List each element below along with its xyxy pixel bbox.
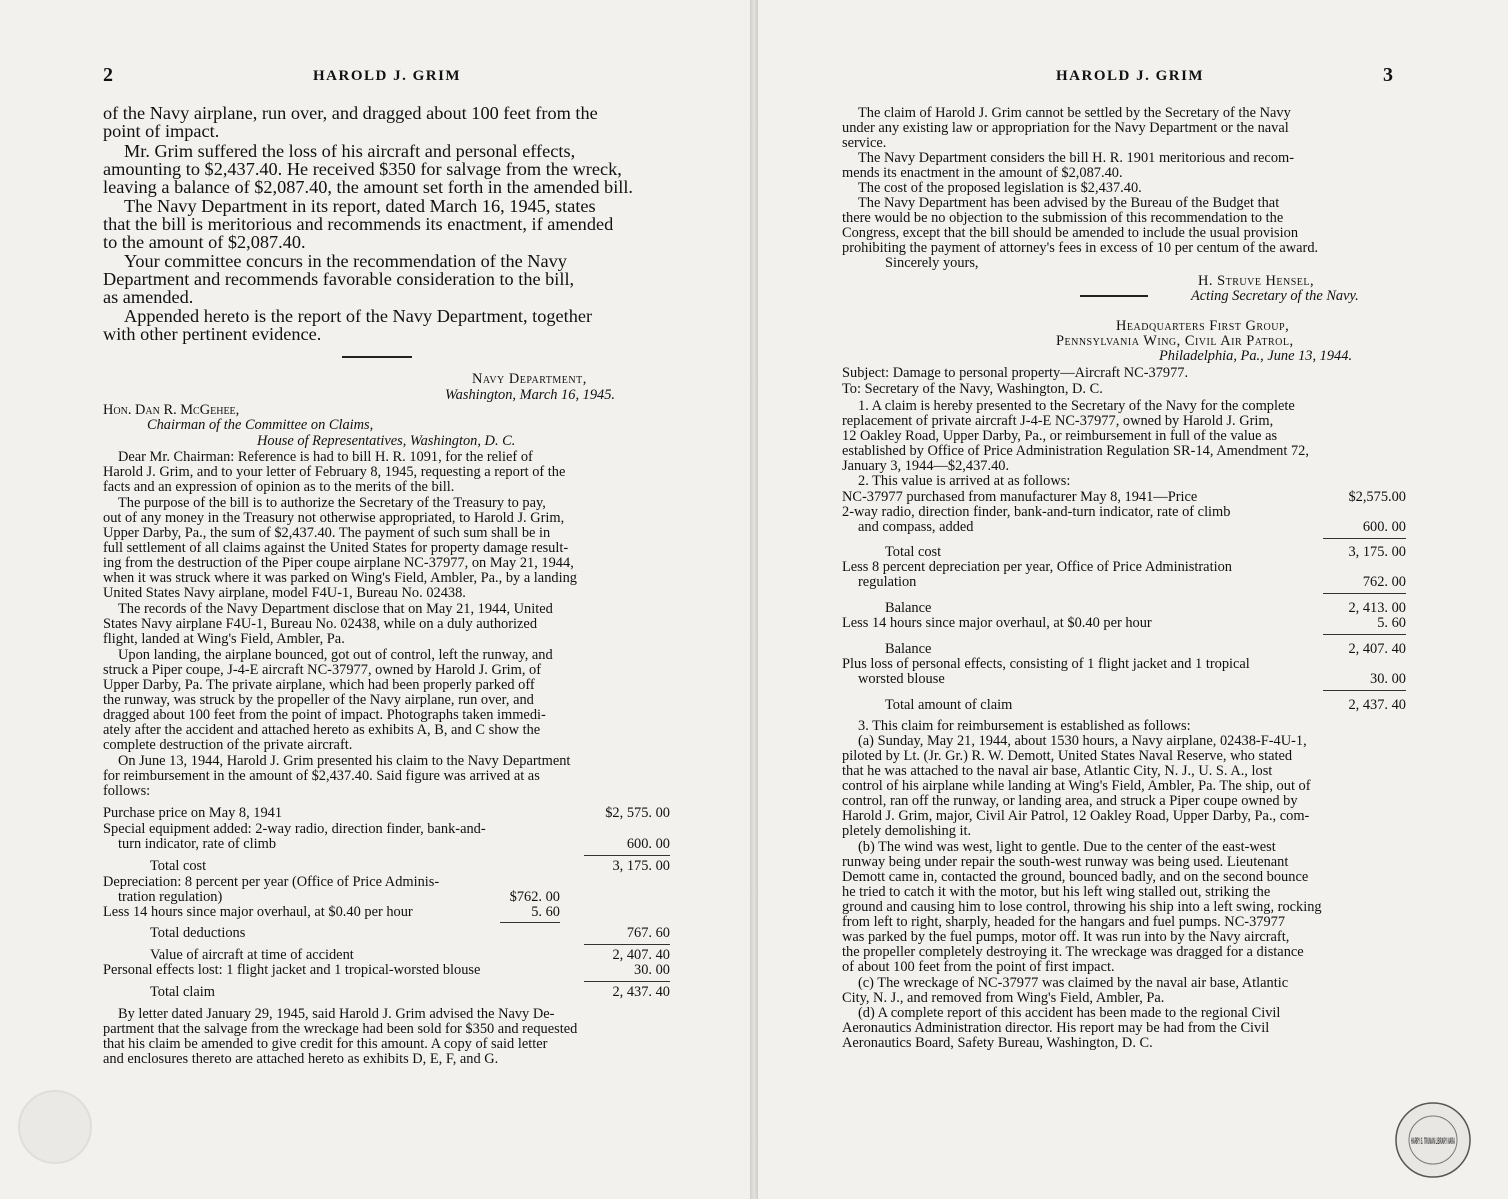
table-row-label: Less 14 hours since major overhaul, at $0.40 per hour: [842, 615, 1152, 631]
text-line: Subject: Damage to personal property—Aircraft NC-37977.: [842, 365, 1189, 381]
table-row-label: Value of aircraft at time of accident: [150, 947, 354, 963]
table-row-value: 30. 00: [634, 962, 670, 978]
text-line: United States Navy airplane, model F4U-1, Bureau No. 02438.: [103, 585, 466, 601]
table-row-value: 30. 00: [1370, 671, 1406, 687]
text-line: 3. This claim for reimbursement is established as follows:: [858, 718, 1191, 734]
text-line: flight, landed at Wing's Field, Ambler, Pa.: [103, 631, 345, 647]
table-row-value: $2,575.00: [1348, 489, 1406, 505]
sum-rule: [500, 922, 560, 923]
table-row-value: 767. 60: [626, 925, 670, 941]
text-line: dragged about 100 feet from the point of impact. Photographs taken immedi-: [103, 707, 546, 723]
table-row-value: 2, 437. 40: [1348, 697, 1406, 713]
text-line: Mr. Grim suffered the loss of his aircraft and personal effects,: [124, 141, 576, 161]
text-line: The Navy Department considers the bill H. R. 1901 meritorious and recom-: [858, 150, 1295, 166]
signature-name: H. Struve Hensel,: [1198, 273, 1315, 289]
table-row-value: 2, 413. 00: [1348, 600, 1406, 616]
text-line: Department and recommends favorable consideration to the bill,: [103, 269, 575, 289]
table-row-label: Personal effects lost: 1 flight jacket and 1 tropical-worsted blouse: [103, 962, 481, 978]
text-line: service.: [842, 135, 887, 151]
text-line: with other pertinent evidence.: [103, 324, 322, 344]
sum-rule: [584, 944, 670, 945]
text-line: ately after the accident and attached hereto as exhibits A, B, and C show the: [103, 722, 541, 738]
text-line: under any existing law or appropriation for the Navy Department or the naval: [842, 120, 1289, 136]
table-row-label: and compass, added: [858, 519, 974, 535]
text-line: By letter dated January 29, 1945, said Harold J. Grim advised the Navy De-: [118, 1006, 555, 1022]
table-row-value: 2, 407. 40: [1348, 641, 1406, 657]
text-line: that he was attached to the naval air base, Atlantic City, N. J., U. S. A., lost: [842, 763, 1273, 779]
table-row-value: 3, 175. 00: [612, 858, 670, 874]
divider: [342, 356, 412, 358]
table-row-label: Total cost: [885, 544, 942, 560]
table-row-value: $2, 575. 00: [605, 805, 670, 821]
sum-rule: [584, 981, 670, 982]
text-line: the runway, was struck by the propeller of the Navy airplane, run over, and: [103, 692, 534, 708]
text-line: (a) Sunday, May 21, 1944, about 1530 hours, a Navy airplane, 02438-F-4U-1,: [858, 733, 1307, 749]
text-line: The records of the Navy Department disclose that on May 21, 1944, United: [118, 601, 553, 617]
text-line: leaving a balance of $2,087.40, the amount set forth in the amended bill.: [103, 177, 634, 197]
text-line: runway being under repair the south-west runway was being used. Lieutenant: [842, 854, 1289, 870]
text-line: ing from the destruction of the Piper coupe airplane NC-37977, on May 21, 1944,: [103, 555, 574, 571]
text-line: On June 13, 1944, Harold J. Grim presented his claim to the Navy Department: [118, 753, 571, 769]
text-line: of the Navy airplane, run over, and dragged about 100 feet from the: [103, 103, 598, 123]
table-row-mid: 5. 60: [531, 904, 560, 920]
text-line: Upper Darby, Pa., the sum of $2,437.40. The payment of such sum shall be in: [103, 525, 551, 541]
text-line: Aeronautics Board, Safety Bureau, Washington, D. C.: [842, 1035, 1153, 1051]
running-head: HAROLD J. GRIM: [1056, 68, 1205, 84]
sum-rule: [1323, 634, 1406, 635]
text-line: and enclosures thereto are attached hereto as exhibits D, E, F, and G.: [103, 1051, 499, 1067]
text-line: was parked by the fuel pumps, motor off. It was run into by the Navy aircraft,: [842, 929, 1290, 945]
text-line: Upper Darby, Pa. The private airplane, which had been properly parked off: [103, 677, 535, 693]
right-page: [758, 0, 1508, 1199]
table-row-label: Special equipment added: 2-way radio, direction finder, bank-and-: [103, 821, 486, 837]
table-row-label: 2-way radio, direction finder, bank-and-turn indicator, rate of climb: [842, 504, 1231, 520]
table-row-label: Less 14 hours since major overhaul, at $0.40 per hour: [103, 904, 413, 920]
text-line: Upon landing, the airplane bounced, got out of control, left the runway, and: [118, 647, 553, 663]
letterhead-dept: Navy Department,: [472, 371, 587, 387]
table-row-value: 2, 437. 40: [612, 984, 670, 1000]
table-row-label: tration regulation): [118, 889, 223, 905]
text-line: struck a Piper coupe, J-4-E aircraft NC-37977, owned by Harold J. Grim, of: [103, 662, 542, 678]
text-line: control of his airplane while landing at Wing's Field, Ambler, Pa. The ship, out of: [842, 778, 1311, 794]
text-line: he tried to catch it with the motor, but his left wing stalled out, striking the: [842, 884, 1271, 900]
text-line: ground and causing him to lose control, throwing his ship into a left swing, rocking: [842, 899, 1322, 915]
text-line: for reimbursement in the amount of $2,437.40. Said figure was arrived at as: [103, 768, 540, 784]
text-line: that his claim be amended to give credit for this amount. A copy of said letter: [103, 1036, 548, 1052]
table-row-label: Total cost: [150, 858, 207, 874]
divider: [1080, 295, 1148, 297]
truman-library-stamp: [1393, 1100, 1473, 1180]
table-row-label: Less 8 percent depreciation per year, Office of Price Administration: [842, 559, 1232, 575]
text-line: prohibiting the payment of attorney's fees in excess of 10 per centum of the award.: [842, 240, 1319, 256]
text-line: that the bill is meritorious and recommends its enactment, if amended: [103, 214, 614, 234]
text-line: pletely demolishing it.: [842, 823, 972, 839]
text-line: of about 100 feet from the point of first impact.: [842, 959, 1115, 975]
table-row-label: Plus loss of personal effects, consisting of 1 flight jacket and 1 tropical: [842, 656, 1250, 672]
letterhead-date: Washington, March 16, 1945.: [445, 387, 616, 403]
text-line: amounting to $2,437.40. He received $350 for salvage from the wreck,: [103, 159, 622, 179]
table-row-label: Balance: [885, 600, 932, 616]
table-row-label: Total amount of claim: [885, 697, 1013, 713]
text-line: 1. A claim is hereby presented to the Secretary of the Navy for the complete: [858, 398, 1295, 414]
text-line: there would be no objection to the submission of this recommendation to the: [842, 210, 1284, 226]
text-line: The cost of the proposed legislation is $2,437.40.: [858, 180, 1142, 196]
text-line: facts and an expression of opinion as to the merits of the bill.: [103, 479, 455, 495]
hq-line-3: Philadelphia, Pa., June 13, 1944.: [1159, 348, 1353, 364]
text-line: follows:: [103, 783, 151, 799]
running-head: HAROLD J. GRIM: [313, 68, 462, 84]
text-line: replacement of private aircraft J-4-E NC-37977, owned by Harold J. Grim,: [842, 413, 1274, 429]
text-line: when it was struck where it was parked on Wing's Field, Ambler, Pa., by a landing: [103, 570, 577, 586]
signature-title: Acting Secretary of the Navy.: [1191, 288, 1359, 304]
text-line: the propeller completely destroying it. The wreckage was dragged for a distance: [842, 944, 1304, 960]
text-line: Aeronautics Administration director. His report may be had from the Civil: [842, 1020, 1270, 1036]
text-line: to the amount of $2,087.40.: [103, 232, 306, 252]
table-row-label: NC-37977 purchased from manufacturer May 8, 1941—Price: [842, 489, 1198, 505]
text-line: partment that the salvage from the wreckage had been sold for $350 and requested: [103, 1021, 578, 1037]
text-line: The claim of Harold J. Grim cannot be settled by the Secretary of the Navy: [858, 105, 1291, 121]
hq-line-2: Pennsylvania Wing, Civil Air Patrol,: [1056, 333, 1294, 349]
text-line: established by Office of Price Administration Regulation SR-14, Amendment 72,: [842, 443, 1309, 459]
table-row-value: 600. 00: [1362, 519, 1406, 535]
text-line: complete destruction of the private aircraft.: [103, 737, 353, 753]
text-line: 2. This value is arrived at as follows:: [858, 473, 1071, 489]
text-line: 12 Oakley Road, Upper Darby, Pa., or reimbursement in full of the value as: [842, 428, 1278, 444]
text-line: piloted by Lt. (Jr. Gr.) R. W. Demott, United States Naval Reserve, who stated: [842, 748, 1293, 764]
page-number: 2: [103, 64, 113, 86]
table-row-value: 5. 60: [1377, 615, 1406, 631]
text-line: as amended.: [103, 287, 194, 307]
text-line: To: Secretary of the Navy, Washington, D. C.: [842, 381, 1103, 397]
table-row-label: Total deductions: [150, 925, 246, 941]
page-gutter: [750, 0, 758, 1199]
text-line: mends its enactment in the amount of $2,087.40.: [842, 165, 1123, 181]
text-line: The Navy Department in its report, dated March 16, 1945, states: [124, 196, 596, 216]
table-row-label: Purchase price on May 8, 1941: [103, 805, 283, 821]
text-line: Harold J. Grim, and to your letter of February 8, 1945, requesting a report of the: [103, 464, 566, 480]
text-line: Demott came in, contacted the ground, bounced badly, and on the second bounce: [842, 869, 1309, 885]
text-line: from left to right, sharply, headed for the hangars and fuel pumps. NC-37977: [842, 914, 1286, 930]
sum-rule: [1323, 538, 1406, 539]
hq-line-1: Headquarters First Group,: [1116, 318, 1290, 334]
stamp-text: HARRY S. TRUMAN LIBRARY NARA: [1411, 1136, 1456, 1146]
text-line: (c) The wreckage of NC-37977 was claimed by the naval air base, Atlantic: [858, 975, 1289, 991]
text-line: Dear Mr. Chairman: Reference is had to bill H. R. 1091, for the relief of: [118, 449, 533, 465]
text-line: Harold J. Grim, major, Civil Air Patrol, 12 Oakley Road, Upper Darby, Pa., com-: [842, 808, 1310, 824]
table-row-label: regulation: [858, 574, 917, 590]
text-line: control, ran off the runway, or landing area, and struck a Piper coupe owned by: [842, 793, 1298, 809]
text-line: The purpose of the bill is to authorize the Secretary of the Treasury to pay,: [118, 495, 546, 511]
addressee-house: House of Representatives, Washington, D. C.: [257, 433, 516, 449]
sum-rule: [584, 855, 670, 856]
page-number: 3: [1383, 64, 1393, 86]
text-line: Congress, except that the bill should be amended to include the usual provision: [842, 225, 1299, 241]
faint-seal-stamp: [18, 1090, 92, 1164]
text-line: point of impact.: [103, 121, 220, 141]
addressee-title: Chairman of the Committee on Claims,: [147, 417, 374, 433]
text-line: (d) A complete report of this accident has been made to the regional Civil: [858, 1005, 1281, 1021]
text-line: States Navy airplane F4U-1, Bureau No. 02438, while on a duly authorized: [103, 616, 538, 632]
table-row-value: 2, 407. 40: [612, 947, 670, 963]
table-row-label: Total claim: [150, 984, 215, 1000]
text-line: City, N. J., and removed from Wing's Field, Ambler, Pa.: [842, 990, 1165, 1006]
addressee-name: Hon. Dan R. McGehee,: [103, 402, 240, 418]
text-line: Sincerely yours,: [885, 255, 979, 271]
table-row-label: turn indicator, rate of climb: [118, 836, 277, 852]
text-line: Appended hereto is the report of the Navy Department, together: [124, 306, 593, 326]
text-line: Your committee concurs in the recommendation of the Navy: [124, 251, 567, 271]
text-line: out of any money in the Treasury not otherwise appropriated, to Harold J. Grim,: [103, 510, 565, 526]
table-row-label: Depreciation: 8 percent per year (Office of Price Adminis-: [103, 874, 440, 890]
table-row-value: 3, 175. 00: [1348, 544, 1406, 560]
table-row-value: 762. 00: [1362, 574, 1406, 590]
text-line: January 3, 1944—$2,437.40.: [842, 458, 1010, 474]
left-page: [0, 0, 750, 1199]
sum-rule: [1323, 593, 1406, 594]
table-row-label: Balance: [885, 641, 932, 657]
table-row-mid: $762. 00: [509, 889, 560, 905]
table-row-label: worsted blouse: [858, 671, 945, 687]
text-line: The Navy Department has been advised by the Bureau of the Budget that: [858, 195, 1280, 211]
table-row-value: 600. 00: [626, 836, 670, 852]
text-line: (b) The wind was west, light to gentle. Due to the center of the east-west: [858, 839, 1276, 855]
sum-rule: [1323, 690, 1406, 691]
text-line: full settlement of all claims against the United States for property damage result-: [103, 540, 569, 556]
